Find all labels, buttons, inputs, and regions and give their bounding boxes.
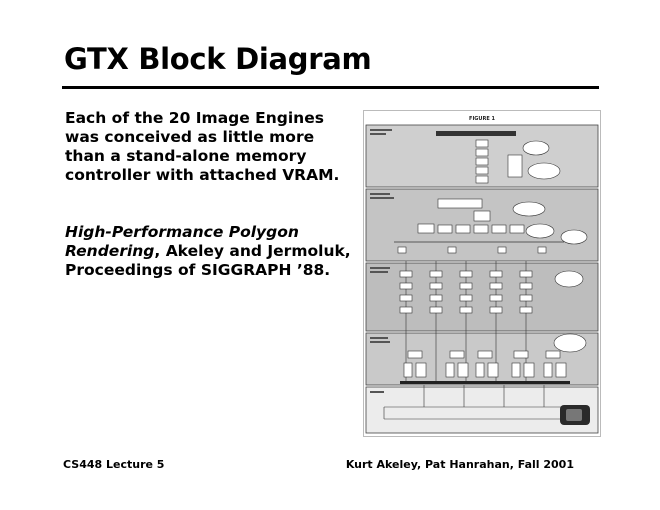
block-diagram-figure bbox=[363, 110, 601, 437]
citation-title: High-Performance Polygon Rendering bbox=[65, 223, 299, 260]
citation-paragraph bbox=[65, 223, 355, 280]
figure-caption: FIGURE 1 bbox=[469, 116, 495, 122]
block-diagram-image bbox=[364, 111, 600, 436]
geometry-engines bbox=[476, 140, 488, 183]
title-rule bbox=[62, 86, 599, 89]
citation-details: , Akeley and Jermoluk, Proceedings of SIGGRAPH ’88. bbox=[65, 242, 351, 279]
footer-course: CS448 Lecture 5 bbox=[63, 458, 165, 471]
geometry-bus bbox=[436, 131, 516, 136]
monitor-screen bbox=[566, 409, 582, 421]
footer-authors: Kurt Akeley, Pat Hanrahan, Fall 2001 bbox=[345, 458, 574, 471]
slide-title: GTX Block Diagram bbox=[64, 42, 372, 76]
display-bus bbox=[400, 381, 570, 384]
description-paragraph: Each of the 20 Image Engines was conceived as little more than a stand-alone memory controller with attached VRAM. bbox=[65, 109, 340, 184]
